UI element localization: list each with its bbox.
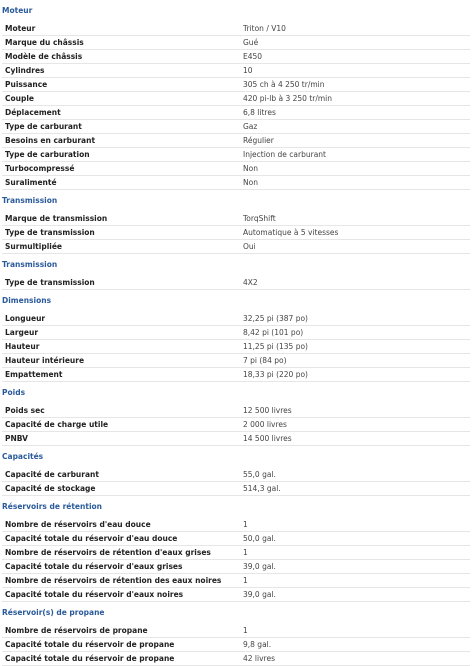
spec-value: 514,3 gal. bbox=[240, 482, 470, 496]
spec-label: Cylindres bbox=[2, 64, 240, 78]
section-title: Dimensions bbox=[2, 296, 52, 305]
spec-label: Nombre de réservoirs de rétention d'eaux grises bbox=[2, 546, 240, 560]
spec-label: Capacité totale du réservoir d'eau douce bbox=[2, 532, 240, 546]
table-row bbox=[2, 92, 470, 106]
spec-label: Hauteur bbox=[2, 340, 240, 354]
spec-table bbox=[2, 404, 470, 446]
section-title: Transmission bbox=[2, 260, 58, 269]
spec-value: 305 ch à 4 250 tr/min bbox=[240, 78, 470, 92]
spec-value: 18,33 pi (220 po) bbox=[240, 368, 470, 382]
table-row bbox=[2, 64, 470, 78]
spec-value: Oui bbox=[240, 240, 470, 254]
table-row bbox=[2, 326, 470, 340]
spec-value: E450 bbox=[240, 50, 470, 64]
table-row bbox=[2, 418, 470, 432]
spec-value: 6,8 litres bbox=[240, 106, 470, 120]
spec-label: Longueur bbox=[2, 312, 240, 326]
table-row bbox=[2, 638, 470, 652]
table-row bbox=[2, 78, 470, 92]
section-title: Poids bbox=[2, 388, 26, 397]
table-row bbox=[2, 148, 470, 162]
spec-label: Besoins en carburant bbox=[2, 134, 240, 148]
spec-label: Déplacement bbox=[2, 106, 240, 120]
table-row bbox=[2, 652, 470, 666]
spec-value: 14 500 livres bbox=[240, 432, 470, 446]
spec-value: 1 bbox=[240, 574, 470, 588]
table-row bbox=[2, 212, 470, 226]
table-row bbox=[2, 120, 470, 134]
table-row bbox=[2, 176, 470, 190]
table-row bbox=[2, 22, 470, 36]
spec-label: Suralimenté bbox=[2, 176, 240, 190]
spec-label: Moteur bbox=[2, 22, 240, 36]
table-row bbox=[2, 624, 470, 638]
section-spacer bbox=[0, 510, 473, 518]
table-row bbox=[2, 468, 470, 482]
table-row bbox=[2, 518, 470, 532]
spec-label: Type de carburation bbox=[2, 148, 240, 162]
section-title: Réservoir(s) de propane bbox=[2, 608, 105, 617]
spec-value: 1 bbox=[240, 624, 470, 638]
spec-label: Type de transmission bbox=[2, 226, 240, 240]
spec-label: Type de transmission bbox=[2, 276, 240, 290]
table-row bbox=[2, 482, 470, 496]
spec-value: Triton / V10 bbox=[240, 22, 470, 36]
table-row bbox=[2, 50, 470, 64]
spec-table bbox=[2, 518, 470, 602]
spec-value: 2 000 livres bbox=[240, 418, 470, 432]
spec-label: Capacité totale du réservoir d'eaux grises bbox=[2, 560, 240, 574]
spec-label: Capacité de stockage bbox=[2, 482, 240, 496]
section-spacer bbox=[0, 616, 473, 624]
table-row bbox=[2, 432, 470, 446]
spec-value: Injection de carburant bbox=[240, 148, 470, 162]
spec-table bbox=[2, 212, 470, 254]
spec-label: Puissance bbox=[2, 78, 240, 92]
table-row bbox=[2, 106, 470, 120]
spec-label: Poids sec bbox=[2, 404, 240, 418]
table-row bbox=[2, 574, 470, 588]
table-row bbox=[2, 312, 470, 326]
spec-label: Largeur bbox=[2, 326, 240, 340]
spec-value: 39,0 gal. bbox=[240, 588, 470, 602]
spec-value: 9,8 gal. bbox=[240, 638, 470, 652]
spec-value: 55,0 gal. bbox=[240, 468, 470, 482]
spec-value: 1 bbox=[240, 546, 470, 560]
table-row bbox=[2, 532, 470, 546]
spec-label: Nombre de réservoirs de rétention des eaux noires bbox=[2, 574, 240, 588]
spec-value: Gué bbox=[240, 36, 470, 50]
table-row bbox=[2, 134, 470, 148]
spec-label: Surmultipliée bbox=[2, 240, 240, 254]
spec-table bbox=[2, 22, 470, 190]
spec-label: Capacité totale du réservoir d'eaux noires bbox=[2, 588, 240, 602]
spec-value: 420 pi-lb à 3 250 tr/min bbox=[240, 92, 470, 106]
spec-label: Capacité totale du réservoir de propane bbox=[2, 638, 240, 652]
spec-value: 39,0 gal. bbox=[240, 560, 470, 574]
section-title: Capacités bbox=[2, 452, 44, 461]
spec-label: Capacité totale du réservoir de propane bbox=[2, 652, 240, 666]
spec-label: Modèle de châssis bbox=[2, 50, 240, 64]
spec-table bbox=[2, 468, 470, 496]
section-spacer bbox=[0, 396, 473, 404]
section-title: Réservoirs de rétention bbox=[2, 502, 103, 511]
spec-label: Empattement bbox=[2, 368, 240, 382]
spec-value: 1 bbox=[240, 518, 470, 532]
table-row bbox=[2, 404, 470, 418]
spec-value: Automatique à 5 vitesses bbox=[240, 226, 470, 240]
spec-label: Marque du châssis bbox=[2, 36, 240, 50]
spec-value: TorqShift bbox=[240, 212, 470, 226]
spec-value: 50,0 gal. bbox=[240, 532, 470, 546]
table-row bbox=[2, 226, 470, 240]
spec-value: 10 bbox=[240, 64, 470, 78]
spec-value: 11,25 pi (135 po) bbox=[240, 340, 470, 354]
spec-value: Non bbox=[240, 176, 470, 190]
table-row bbox=[2, 546, 470, 560]
spec-value: 8,42 pi (101 po) bbox=[240, 326, 470, 340]
section-title: Moteur bbox=[2, 6, 33, 15]
spec-label: Type de carburant bbox=[2, 120, 240, 134]
spec-value: 32,25 pi (387 po) bbox=[240, 312, 470, 326]
spec-label: PNBV bbox=[2, 432, 240, 446]
spec-table bbox=[2, 312, 470, 382]
section-spacer bbox=[0, 460, 473, 468]
table-row bbox=[2, 340, 470, 354]
section-spacer bbox=[0, 204, 473, 212]
table-row bbox=[2, 354, 470, 368]
table-row bbox=[2, 276, 470, 290]
table-row bbox=[2, 36, 470, 50]
spec-value: Non bbox=[240, 162, 470, 176]
spec-label: Hauteur intérieure bbox=[2, 354, 240, 368]
spec-value: Régulier bbox=[240, 134, 470, 148]
table-row bbox=[2, 588, 470, 602]
table-row bbox=[2, 560, 470, 574]
section-spacer bbox=[0, 268, 473, 276]
spec-label: Capacité de charge utile bbox=[2, 418, 240, 432]
spec-value: 42 livres bbox=[240, 652, 470, 666]
spec-value: Gaz bbox=[240, 120, 470, 134]
spec-label: Capacité de carburant bbox=[2, 468, 240, 482]
spec-label: Nombre de réservoirs d'eau douce bbox=[2, 518, 240, 532]
spec-label: Couple bbox=[2, 92, 240, 106]
spec-value: 7 pi (84 po) bbox=[240, 354, 470, 368]
spec-value: 4X2 bbox=[240, 276, 470, 290]
spec-label: Marque de transmission bbox=[2, 212, 240, 226]
table-row bbox=[2, 162, 470, 176]
table-row bbox=[2, 240, 470, 254]
table-row bbox=[2, 368, 470, 382]
section-spacer bbox=[0, 304, 473, 312]
section-spacer bbox=[0, 14, 473, 22]
spec-label: Turbocompressé bbox=[2, 162, 240, 176]
spec-label: Nombre de réservoirs de propane bbox=[2, 624, 240, 638]
section-title: Transmission bbox=[2, 196, 58, 205]
spec-table bbox=[2, 276, 470, 290]
spec-value: 12 500 livres bbox=[240, 404, 470, 418]
